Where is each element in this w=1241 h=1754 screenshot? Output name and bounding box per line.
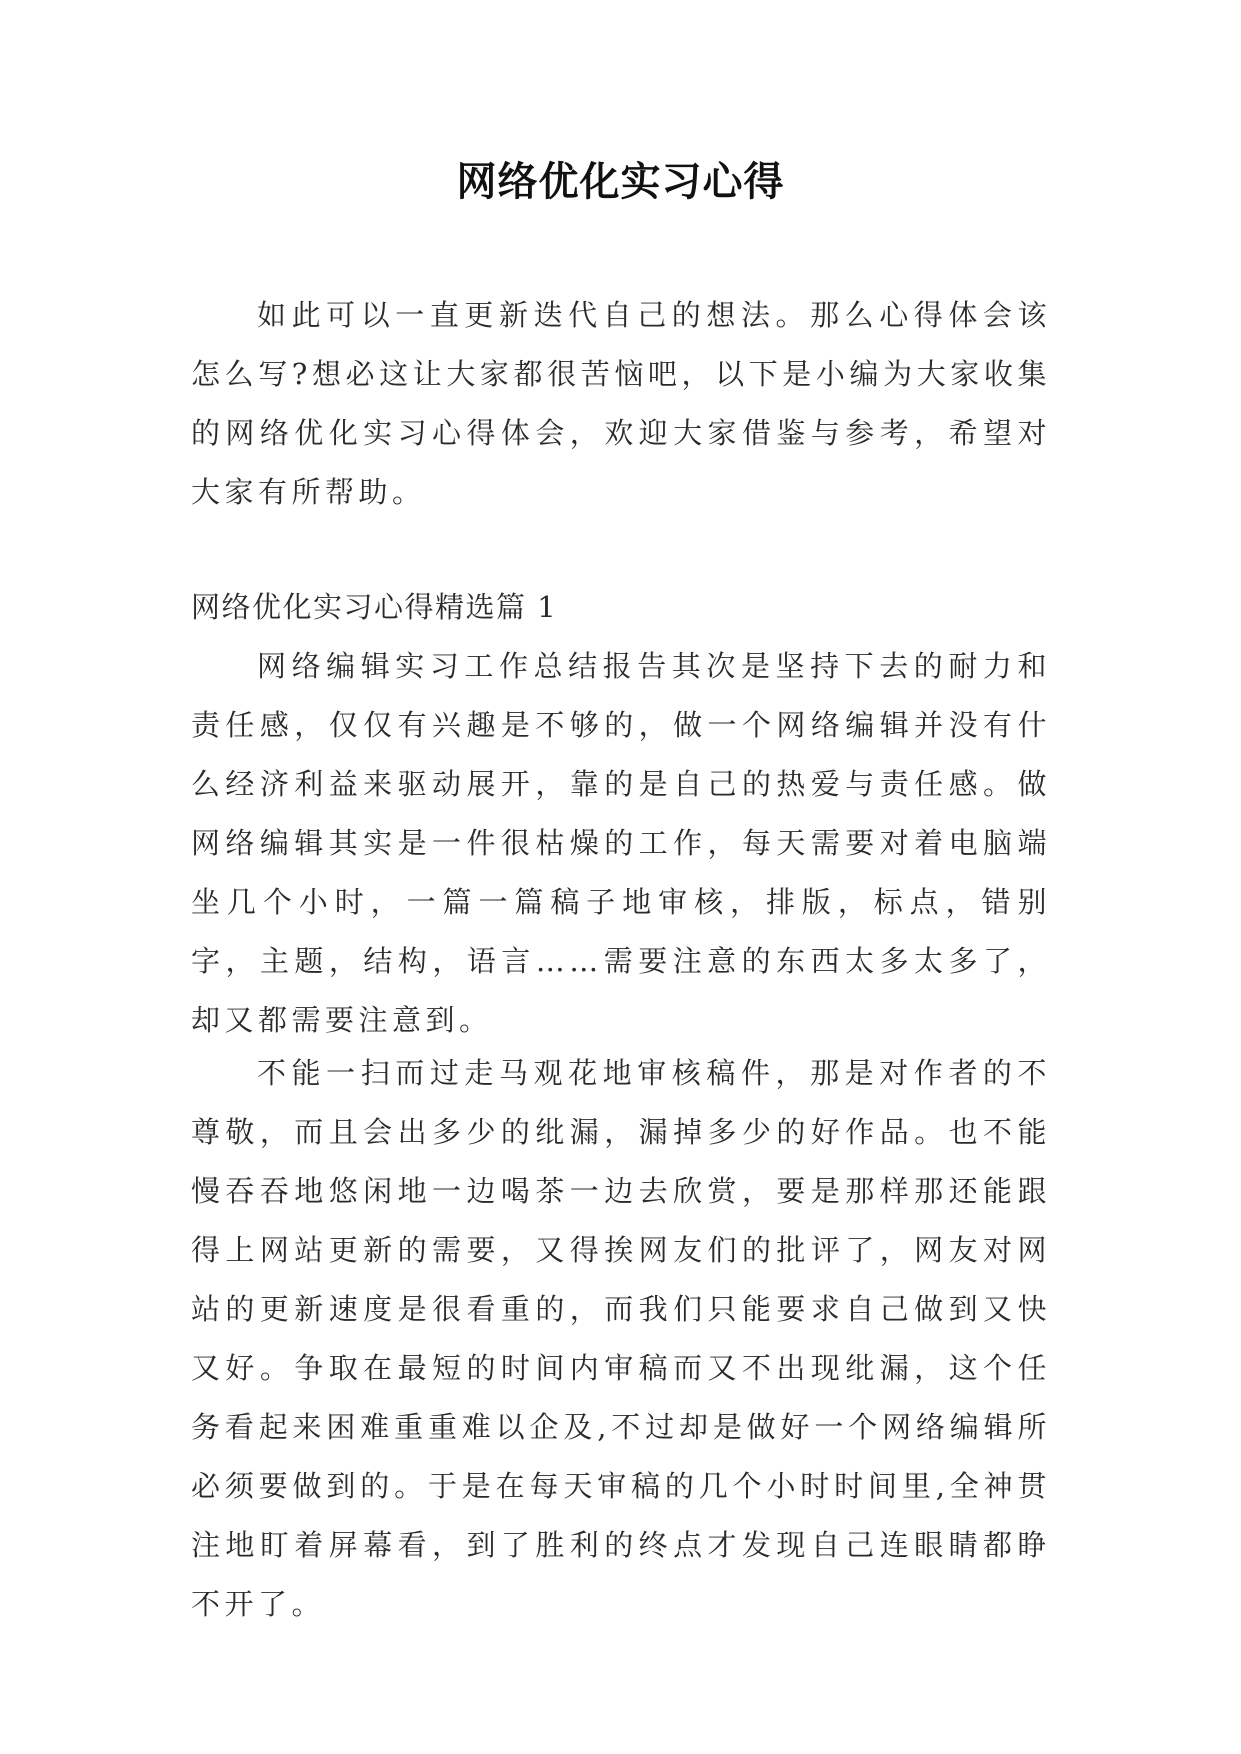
body-paragraph: 不能一扫而过走马观花地审核稿件，那是对作者的不尊敬，而且会出多少的纰漏，漏掉多少的好作品。也不能慢吞吞地悠闲地一边喝茶一边去欣赏，要是那样那还能跟得上网站更新的需要，又得挨网友们的批评了，网友对网站的更新速度是很看重的，而我们只能要求自己做到又快又好。争取在最短的时间内审稿而又不出现纰漏，这个任务看起来困难重重难以企及,不过却是做好一个网络编辑所必须要做到的。于是在每天审稿的几个小时时间里,全神贯注地盯着屏幕看，到了胜利的终点才发现自己连眼睛都睁不开了。 (191, 1056, 1051, 1621)
section-heading: 网络优化实习心得精选篇 1 (191, 590, 558, 624)
document-title: 网络优化实习心得 (456, 159, 785, 205)
body-paragraph: 网络编辑实习工作总结报告其次是坚持下去的耐力和责任感，仅仅有兴趣是不够的，做一个网络编辑并没有什么经济利益来驱动展开，靠的是自己的热爱与责任感。做网络编辑其实是一件很枯燥的工作，每天需要对着电脑端坐几个小时，一篇一篇稿子地审核，排版，标点，错别字，主题，结构，语言……需要注意的东西太多太多了，却又都需要注意到。 (191, 649, 1051, 1037)
intro-paragraph: 如此可以一直更新迭代自己的想法。那么心得体会该怎么写?想必这让大家都很苦恼吧，以下是小编为大家收集的网络优化实习心得体会，欢迎大家借鉴与参考，希望对大家有所帮助。 (191, 298, 1051, 509)
